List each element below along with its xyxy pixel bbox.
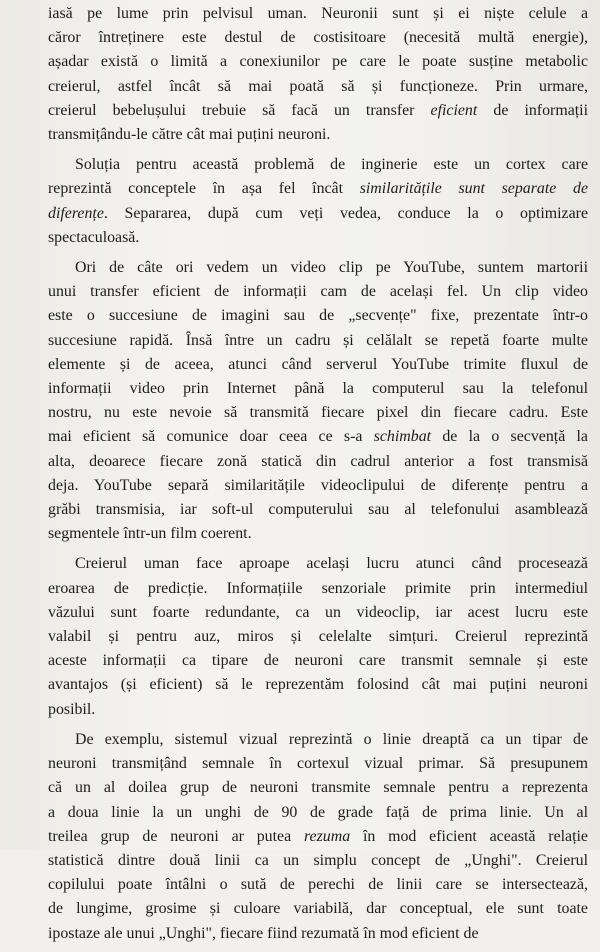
text-line: așadar există o limită a conexiunilor pe care le poate susține metabolic (48, 53, 588, 71)
text-line: succesiune rapidă. Însă între un cadru și celălalt se repetă foarte multe (48, 331, 588, 349)
text-line: segmentele într-un film coerent. (48, 525, 252, 543)
text-line: transmițându-le către cât mai puțini neuroni. (48, 126, 331, 144)
text-line: spectaculoasă. (48, 228, 140, 246)
text-line: ipostaze ale unui „Unghi", fiecare fiind rezumată în mod eficient de (48, 924, 479, 942)
italic-text: similaritățile sunt separate de (359, 180, 588, 198)
text-line: posibil. (48, 700, 96, 718)
paragraph (48, 256, 588, 546)
text-line: reprezintă conceptele în așa fel încât similaritățile sunt separate de (48, 180, 588, 198)
text-line: creierul bebelușului trebuie să facă un transfer eficient de informații (48, 101, 588, 119)
italic-text: diferențe (48, 204, 104, 222)
text-line: deja. YouTube separă similaritățile videoclipului de diferențe pentru a (48, 476, 588, 494)
text-line: a doua linie la un unghi de 90 de grade față de prima linie. Un al (48, 803, 588, 821)
italic-text: schimbat (373, 428, 432, 446)
text-line: De exemplu, sistemul vizual reprezintă o linie dreaptă ca un tipar de (75, 730, 588, 748)
text-line: treilea grup de neuroni ar putea rezuma în mod eficient această relație (48, 827, 588, 845)
italic-text: eficient (430, 101, 478, 119)
text-line: grăbi transmisia, iar soft-ul computerului sau al telefonului asamblează (48, 501, 588, 519)
text-line: văzului sunt foarte redundante, ca un videoclip, iar acest lucru este (48, 603, 588, 621)
text-line: statistică dintre două linii ca un simplu concept de „Unghi". Creierul (48, 851, 588, 869)
text-line: informații video prin Internet până la computerul sau la telefonul (48, 380, 588, 398)
text-line: eroarea de predicție. Informațiile senzoriale primite prin intermediul (48, 579, 588, 597)
text-line: căror întreținere este destul de costisitoare (necesită multă energie), (48, 29, 588, 47)
text-line: neuroni transmițând semnale în cortexul vizual primar. Să presupunem (48, 755, 588, 773)
text-line: iasă pe lume prin pelvisul uman. Neuronii sunt și ei niște celule a (48, 5, 588, 22)
text-line: mai eficient să comunice doar ceea ce s-a schimbat de la o secvență la (48, 428, 588, 446)
text-line: Soluția pentru această problemă de inginerie este un cortex care (75, 156, 588, 174)
text-line: că un al doilea grup de neuroni transmite semnale pentru a reprezenta (48, 779, 588, 797)
text-line: valabil și pentru auz, miros și celelalte simțuri. Creierul reprezintă (48, 628, 588, 646)
paragraph (48, 2, 588, 147)
text-line: creierul, astfel încât să mai poată să și funcționeze. Prin urmare, (48, 77, 588, 95)
paragraph (48, 552, 588, 721)
text-line: avantajos (și eficient) să le reprezentăm folosind cât mai puțini neuroni (48, 676, 588, 694)
paragraph (48, 153, 588, 250)
text-line: este o succesiune de imagini sau de „secvențe" fixe, prezentate într-o (48, 307, 588, 325)
text-line: copilului poate întâlni o sută de perechi de linii care se intersectează, (48, 876, 588, 894)
page-text (48, 2, 588, 952)
text-line: diferențe. Separarea, după cum veți vedea, conduce la o optimizare (48, 204, 588, 222)
text-line: elemente și de aceea, atunci când serverul YouTube trimite fluxul de (48, 355, 588, 373)
paragraph (48, 728, 588, 946)
text-line: unui transfer eficient de informații cam de același fel. Un clip video (48, 283, 588, 301)
italic-text: rezuma (303, 827, 351, 845)
text-line: aceste informații ca tipare de neuroni care transmit semnale și este (48, 652, 588, 670)
text-line: Creierul uman face aproape același lucru atunci când procesează (75, 555, 588, 573)
text-line: nostru, nu este nevoie să transmită fiecare pixel din fiecare cadru. Este (48, 404, 588, 422)
text-line: alta, deoarece fiecare zonă statică din cadrul anterior a fost transmisă (48, 452, 588, 470)
text-line: de lungime, grosime și culoare variabilă, dar conceptual, ele sunt toate (48, 900, 588, 918)
text-line: Ori de câte ori vedem un video clip pe YouTube, suntem martorii (75, 259, 588, 277)
